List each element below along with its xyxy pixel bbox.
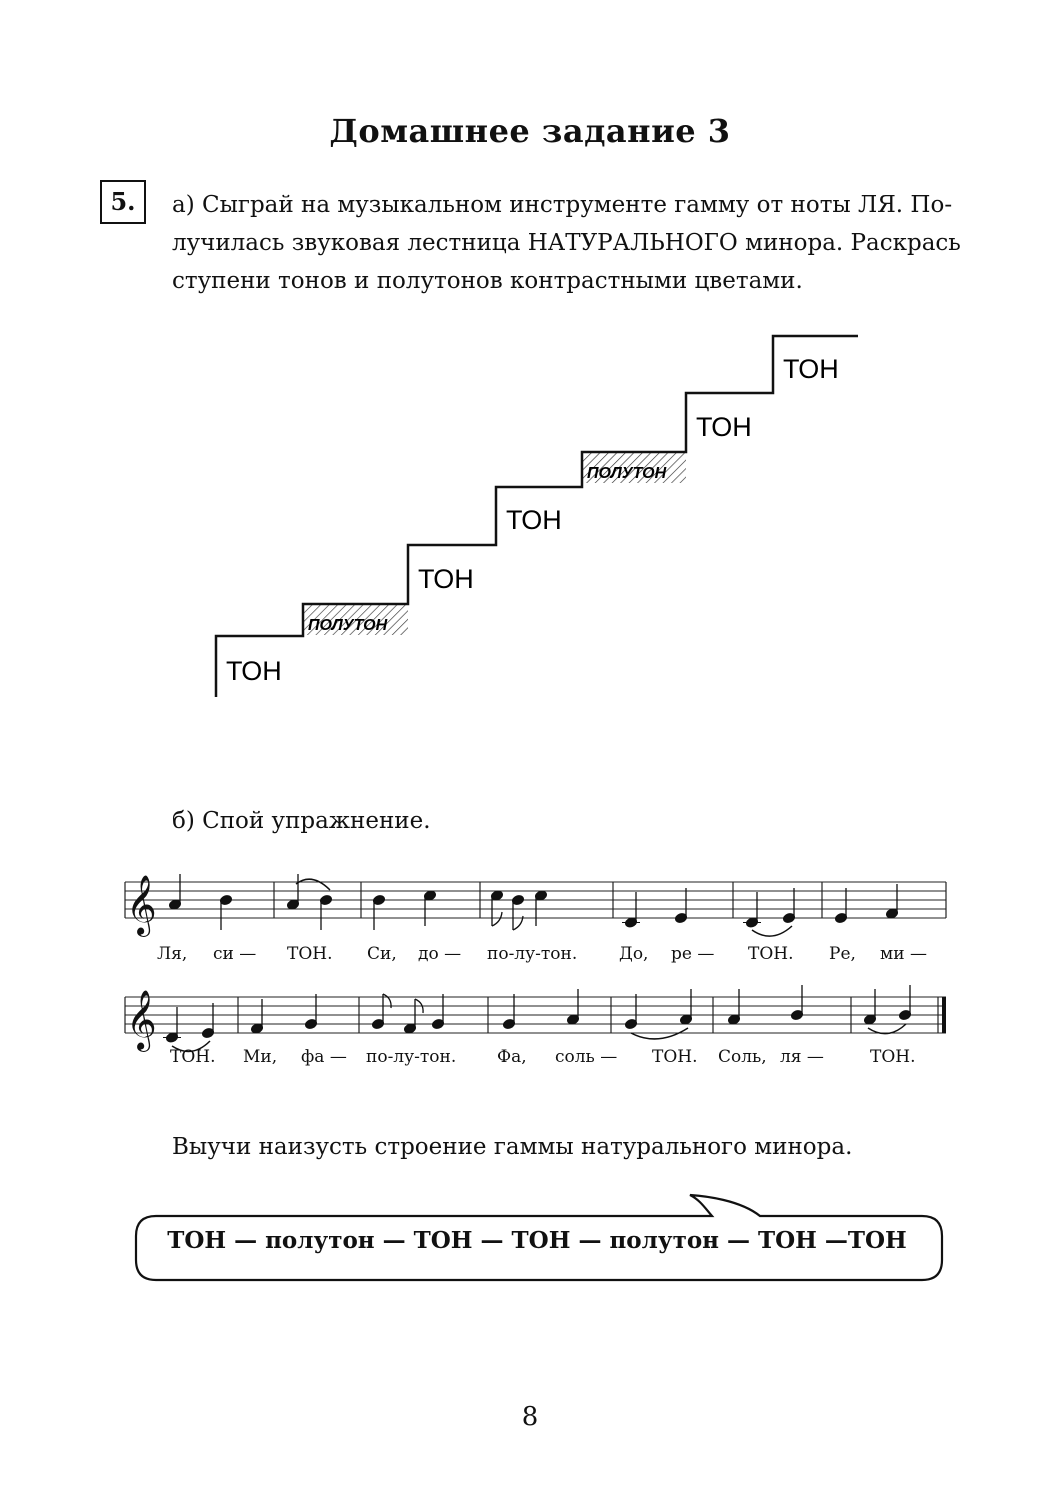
lyric: ТОН.: [652, 1047, 698, 1067]
lyric: Ля,: [157, 944, 188, 964]
task-a-line-2: лучилась звуковая лестница НАТУРАЛЬНОГО минора. Раскрась: [172, 230, 961, 256]
lyric: ми —: [880, 944, 927, 964]
task-number-box: 5.: [100, 180, 146, 224]
lyric: Ре,: [829, 944, 856, 964]
lyric: по-лу-тон.: [487, 944, 578, 964]
lyric: Фа,: [497, 1047, 527, 1067]
step-label-3: ТОН: [418, 564, 474, 594]
slur: [752, 926, 792, 936]
slur: [868, 1024, 906, 1034]
lyric: Си,: [367, 944, 397, 964]
step-label-4: ТОН: [506, 505, 562, 535]
page-title: Домашнее задание 3: [329, 112, 731, 150]
music-staff-2: [0, 975, 1060, 1055]
lyric: До,: [619, 944, 649, 964]
page-number: 8: [521, 1402, 539, 1432]
slur: [296, 879, 330, 890]
step-label-5: ПОЛУТОН: [587, 465, 667, 482]
task-a-line-3: ступени тонов и полутонов контрастными цветами.: [172, 268, 803, 294]
lyric: ТОН.: [170, 1047, 216, 1067]
scale-formula: ТОН — полутон — ТОН — ТОН — полутон — ТОН —ТОН: [167, 1227, 907, 1254]
lyric: соль —: [555, 1047, 618, 1067]
lyric: Ми,: [243, 1047, 278, 1067]
lyric: ТОН.: [748, 944, 794, 964]
lyric: ТОН.: [870, 1047, 916, 1067]
step-label-1: ТОН: [226, 656, 282, 686]
step-label-2: ПОЛУТОН: [308, 617, 388, 634]
lyric: по-лу-тон.: [366, 1047, 457, 1067]
treble-clef-icon: 𝄞: [126, 875, 157, 935]
music-staff-1: [0, 860, 1060, 940]
lyric: ТОН.: [287, 944, 333, 964]
lyric: фа —: [301, 1047, 347, 1067]
treble-clef-icon: 𝄞: [126, 990, 157, 1050]
lyric: до —: [418, 944, 462, 964]
task-b-text: б) Спой упражнение.: [172, 808, 431, 834]
lyric: си —: [213, 944, 257, 964]
lyric: ля —: [780, 1047, 824, 1067]
lyric: ре —: [671, 944, 715, 964]
memorize-text: Выучи наизусть строение гаммы натурального минора.: [172, 1134, 853, 1160]
task-a-line-1: а) Сыграй на музыкальном инструменте гамму от ноты ЛЯ. По-: [172, 192, 953, 218]
step-label-6: ТОН: [696, 412, 752, 442]
lyric: Соль,: [718, 1047, 767, 1067]
final-barline: [942, 997, 946, 1033]
step-label-7: ТОН: [783, 354, 839, 384]
